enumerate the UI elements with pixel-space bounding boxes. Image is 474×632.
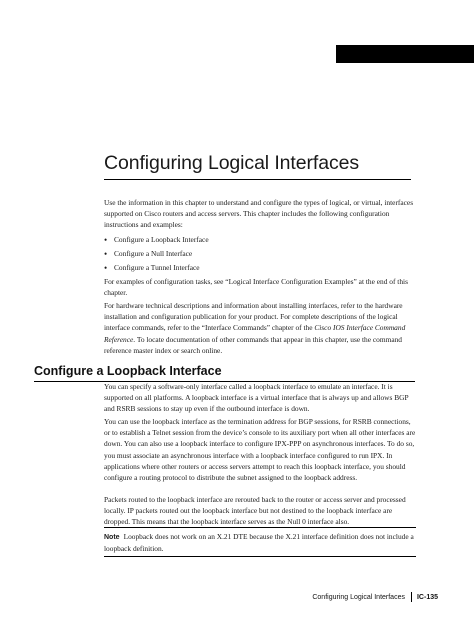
bullet-label: Configure a Tunnel Interface xyxy=(114,263,200,272)
note-top-rule xyxy=(104,527,416,528)
section-paragraph-3 xyxy=(104,494,416,528)
section-text-2: You can use the loopback interface as the termination address for BGP sessions, for RSRB connections, or to establish a Telnet session from the device’s console to its auxiliary port when all other interfaces are down. You can also use a loopback interface to configure IPX-PPP on asynchronous interfaces. To do so, you must associate an asynchronous interface with a loopback interface configured to run IPX. In applications where other routers or access servers attempt to reach this loopback interface, you should configure a routing protocol to distribute the subnet assigned to the loopback address. xyxy=(104,417,416,483)
section-paragraph-2 xyxy=(104,416,416,483)
section-paragraph-1 xyxy=(104,381,416,415)
note-body: Loopback does not work on an X.21 DTE because the X.21 interface definition does not include a loopback definition. xyxy=(104,532,414,554)
section-text-1: You can specify a software-only interface called a loopback interface to emulate an interface. It is supported on all platforms. A loopback interface is a virtual interface that is always up and allows BGP and RSRB sessions to stay up even if the outbound interface is down. xyxy=(104,382,409,414)
page-footer xyxy=(312,592,438,602)
bullet-label: Configure a Null Interface xyxy=(114,249,193,258)
note-label: Note xyxy=(104,534,120,541)
bullet-label: Configure a Loopback Interface xyxy=(114,235,209,244)
intro-text-3a: For hardware technical descriptions and information about installing interfaces, refer to the hardware installation and configuration publication for your product. For complete descriptions of the logical interface commands, refer to the “Interface Commands” chapter of the xyxy=(104,301,403,333)
bullet-item xyxy=(104,261,404,275)
bullet-item xyxy=(104,247,404,261)
bullet-icon: • xyxy=(104,235,108,245)
section-text-3: Packets routed to the loopback interface are rerouted back to the router or access server and processed locally. IP packets routed out the loopback interface but not destined to the loopback interface are dropped. This means that the loopback interface serves as the Null 0 interface also. xyxy=(104,495,406,527)
header-black-bar xyxy=(336,45,474,63)
section-heading: Configure a Loopback Interface xyxy=(34,364,222,378)
footer-separator xyxy=(411,592,412,602)
intro-text-3 xyxy=(104,300,416,356)
command-reference-title: Cisco IOS Interface Command Reference xyxy=(104,323,406,344)
bullet-icon: • xyxy=(104,263,108,273)
note-bottom-rule xyxy=(104,556,416,557)
bullet-icon: • xyxy=(104,249,108,259)
note-text xyxy=(104,531,416,554)
bullet-list xyxy=(104,233,404,275)
title-rule xyxy=(104,179,411,180)
intro-text-1: Use the information in this chapter to understand and configure the types of logical, or virtual, interfaces supported on Cisco routers and access servers. This chapter includes the following configuration instructions and examples: xyxy=(104,198,414,230)
intro-text-2: For examples of configuration tasks, see “Logical Interface Configuration Examples” at the end of this chapter. xyxy=(104,277,408,298)
page-number: IC-135 xyxy=(416,593,438,601)
bullet-item xyxy=(104,233,404,247)
footer-running-title: Configuring Logical Interfaces xyxy=(312,593,405,601)
intro-paragraph-2 xyxy=(104,276,416,298)
note-block xyxy=(104,531,416,554)
intro-text-3b: . To locate documentation of other commands that appear in this chapter, use the command reference master index or search online. xyxy=(104,334,403,355)
page-title: Configuring Logical Interfaces xyxy=(104,152,359,174)
intro-paragraph-3 xyxy=(104,300,416,356)
intro-paragraph-1 xyxy=(104,197,416,231)
